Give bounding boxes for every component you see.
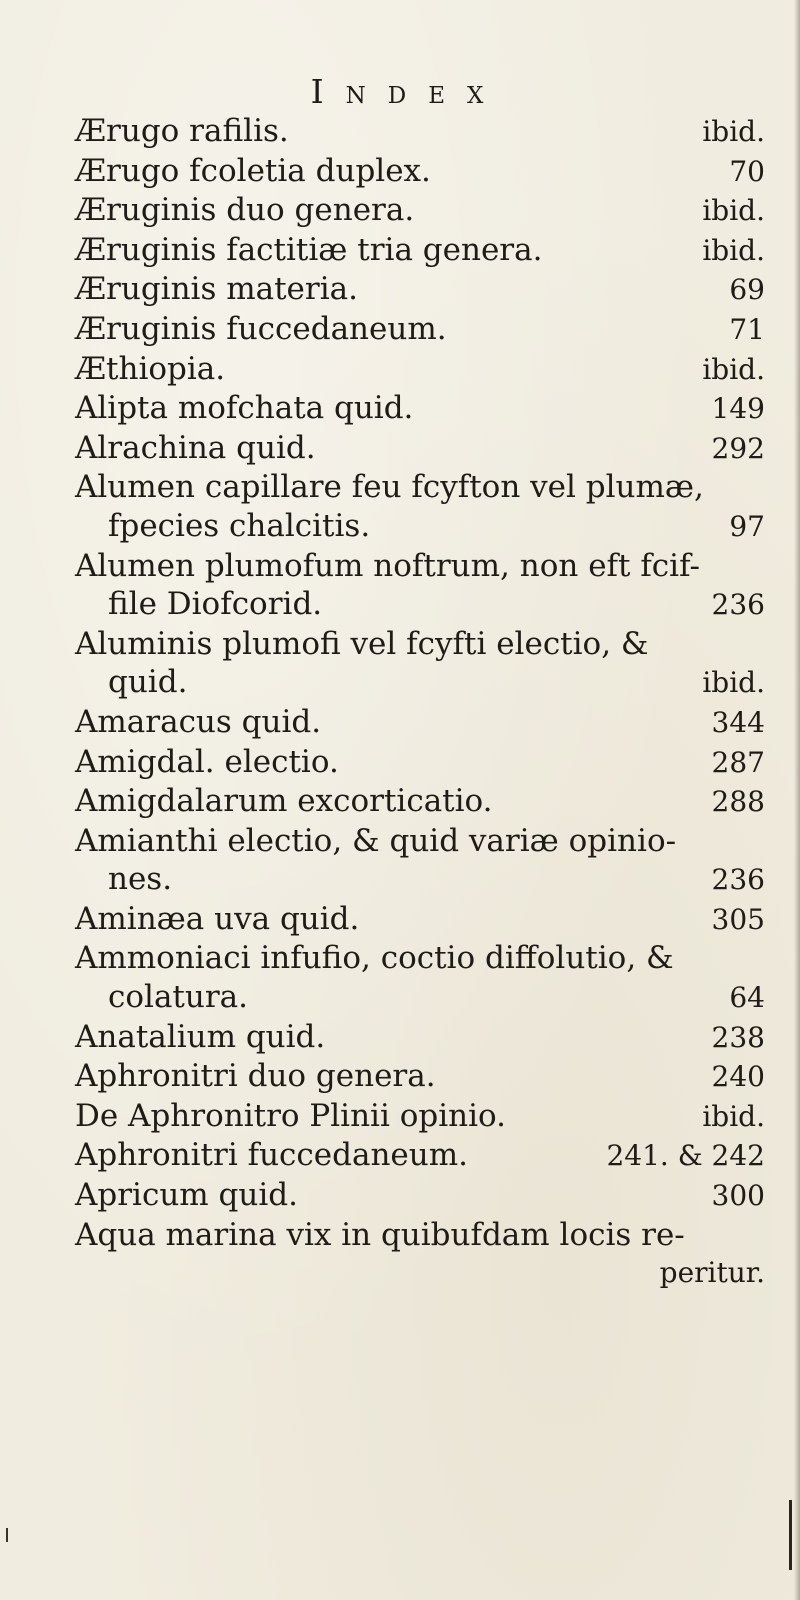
entry-page-number: 292 — [711, 431, 765, 465]
index-entry — [75, 1176, 765, 1216]
index-entry — [75, 547, 765, 625]
entry-term: Alumen plumofum noftrum, non eft fcif- — [75, 547, 700, 584]
index-entry — [75, 429, 765, 469]
entry-term: Ærugo rafilis. — [75, 113, 289, 149]
entry-term: Aphronitri fuccedaneum. — [75, 1137, 468, 1174]
entry-term: file Diofcorid. — [108, 586, 323, 623]
entry-line — [75, 1097, 765, 1137]
entry-line — [75, 1176, 765, 1216]
entry-line — [75, 112, 765, 152]
entry-term: colatura. — [108, 979, 248, 1016]
entry-line — [75, 152, 765, 192]
entry-continuation-line — [75, 663, 765, 703]
page-header: Index — [310, 72, 506, 111]
entry-line — [75, 389, 765, 429]
entry-page-number: 70 — [729, 154, 765, 188]
entry-line — [75, 782, 765, 822]
entry-page-number: ibid. — [702, 1099, 765, 1133]
index-entry — [75, 1216, 765, 1293]
entry-continuation-line — [75, 1254, 765, 1293]
entry-page-number: 344 — [711, 705, 765, 739]
entry-page-number: 149 — [711, 392, 765, 426]
entry-term: De Aphronitro Plinii opinio. — [75, 1097, 507, 1134]
page-edge-mark — [789, 1500, 792, 1570]
page-edge-mark-left — [6, 1528, 8, 1542]
entry-line — [75, 625, 765, 664]
entry-page-number: ibid. — [702, 194, 765, 228]
entry-term: Alumen capillare feu fcyfton vel plumæ, — [75, 469, 704, 506]
entry-page-number: 236 — [711, 588, 765, 622]
entry-page-number: 240 — [711, 1060, 765, 1094]
index-entry — [75, 350, 765, 390]
entry-continuation-line — [75, 978, 765, 1018]
entry-line — [75, 310, 765, 350]
index-entry — [75, 310, 765, 350]
index-entry — [75, 703, 765, 743]
page-edge-shadow — [794, 0, 800, 1600]
entry-page-number: ibid. — [702, 233, 765, 267]
entry-line — [75, 1216, 765, 1255]
index-entry — [75, 231, 765, 271]
entry-line — [75, 429, 765, 469]
index-entry — [75, 743, 765, 783]
index-entry — [75, 900, 765, 940]
entry-page-number: 300 — [711, 1179, 765, 1213]
index-entry — [75, 270, 765, 310]
entry-term: Æruginis fuccedaneum. — [75, 310, 447, 347]
entry-continuation-line — [75, 585, 765, 625]
entry-line — [75, 1136, 765, 1176]
entry-page-number: 69 — [729, 273, 765, 307]
entry-term: Ærugo fcoletia duplex. — [75, 152, 431, 189]
index-entry — [75, 822, 765, 900]
entry-term: Ammoniaci infufio, coctio diffolutio, & — [75, 940, 674, 977]
index-entry — [75, 468, 765, 546]
entry-line — [75, 822, 765, 861]
entry-term: quid. — [108, 664, 188, 701]
entry-page-number: 288 — [711, 785, 765, 819]
entry-line — [75, 547, 765, 586]
entry-line — [75, 1018, 765, 1058]
index-entries — [75, 112, 765, 1293]
entry-line — [75, 468, 765, 507]
entry-term: Amigdal. electio. — [75, 743, 339, 780]
entry-term: Æthiopia. — [75, 350, 226, 387]
entry-line — [75, 1057, 765, 1097]
entry-term: Aqua marina vix in quibufdam locis re- — [75, 1216, 685, 1253]
entry-term: Amianthi electio, & quid variæ opinio- — [75, 822, 677, 859]
entry-line — [75, 939, 765, 978]
entry-term: Alrachina quid. — [75, 429, 316, 466]
entry-term: Amaracus quid. — [75, 703, 322, 740]
entry-line — [75, 900, 765, 940]
entry-page-number: peritur. — [659, 1256, 765, 1290]
entry-term: Anatalium quid. — [75, 1018, 326, 1055]
index-entry — [75, 939, 765, 1017]
entry-continuation-line — [75, 860, 765, 900]
entry-term: Aminæa uva quid. — [75, 900, 360, 937]
index-entry — [75, 389, 765, 429]
entry-continuation-line — [75, 507, 765, 547]
entry-page-number: 238 — [711, 1020, 765, 1054]
index-entry — [75, 152, 765, 192]
entry-term: fpecies chalcitis. — [108, 507, 371, 544]
index-entry — [75, 1136, 765, 1176]
entry-page-number: 64 — [729, 981, 765, 1015]
entry-term: Æruginis factitiæ tria genera. — [75, 231, 543, 268]
index-entry — [75, 112, 765, 152]
entry-term: Aphronitri duo genera. — [75, 1058, 436, 1095]
entry-line — [75, 270, 765, 310]
entry-term: Aluminis plumofi vel fcyfti electio, & — [75, 625, 649, 662]
entry-term: Alipta mofchata quid. — [75, 390, 414, 427]
entry-line — [75, 191, 765, 231]
entry-page-number: 236 — [711, 863, 765, 897]
entry-line — [75, 743, 765, 783]
entry-line — [75, 350, 765, 390]
entry-page-number: 71 — [729, 312, 765, 346]
entry-term: Æruginis materia. — [75, 271, 358, 308]
entry-page-number: 241. & 242 — [606, 1139, 765, 1173]
entry-page-number: ibid. — [702, 666, 765, 700]
entry-page-number: 305 — [711, 902, 765, 936]
index-entry — [75, 191, 765, 231]
entry-line — [75, 231, 765, 271]
index-entry — [75, 1018, 765, 1058]
entry-term: Apricum quid. — [75, 1177, 298, 1214]
entry-term: Æruginis duo genera. — [75, 192, 415, 229]
entry-page-number: ibid. — [702, 352, 765, 386]
index-entry — [75, 1097, 765, 1137]
entry-term: nes. — [108, 861, 173, 898]
entry-term: Amigdalarum excorticatio. — [75, 783, 493, 820]
index-entry — [75, 782, 765, 822]
entry-page-number: 97 — [729, 509, 765, 543]
index-entry — [75, 1057, 765, 1097]
entry-line — [75, 703, 765, 743]
entry-page-number: ibid. — [702, 115, 765, 148]
index-entry — [75, 625, 765, 703]
entry-page-number: 287 — [711, 745, 765, 779]
